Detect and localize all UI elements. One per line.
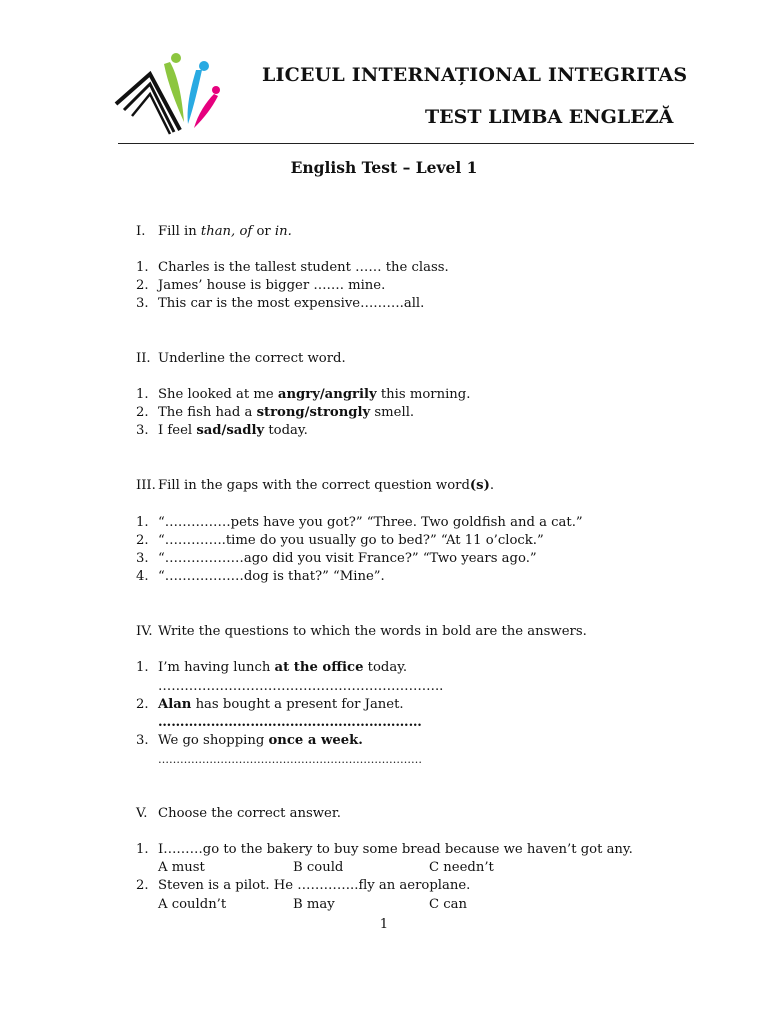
question-text: Alan has bought a present for Janet. bbox=[158, 697, 404, 712]
question-text: We go shopping once a week. bbox=[158, 733, 363, 748]
section-number: III. bbox=[136, 478, 156, 493]
option-c[interactable]: C needn’t bbox=[429, 860, 494, 875]
page-title: English Test – Level 1 bbox=[290, 158, 478, 177]
item-number: 3. bbox=[136, 551, 149, 566]
question-text: She looked at me angry/angrily this morning. bbox=[158, 387, 471, 402]
section-heading: Underline the correct word. bbox=[158, 351, 346, 366]
test-name: TEST LIMBA ENGLEZĂ bbox=[425, 106, 674, 128]
item-number: 3. bbox=[136, 296, 149, 311]
school-name: LICEUL INTERNAȚIONAL INTEGRITAS bbox=[262, 64, 688, 86]
question-text: “………………ago did you visit France?” “Two years ago.” bbox=[158, 551, 537, 566]
question-text: I………go to the bakery to buy some bread because we haven’t got any. bbox=[158, 842, 633, 857]
header-divider bbox=[118, 143, 694, 144]
item-number: 2. bbox=[136, 878, 149, 893]
item-number: 1. bbox=[136, 387, 149, 402]
section-heading: Fill in the gaps with the correct question word(s). bbox=[158, 478, 495, 493]
question-text: Steven is a pilot. He …………..fly an aeroplane. bbox=[158, 878, 471, 893]
question-text: I’m having lunch at the office today. bbox=[158, 660, 408, 675]
section-number: V. bbox=[136, 806, 148, 821]
item-number: 2. bbox=[136, 533, 149, 548]
question-text: Charles is the tallest student …… the class. bbox=[158, 260, 449, 275]
section-heading: Write the questions to which the words in bold are the answers. bbox=[158, 624, 587, 639]
section-number: I. bbox=[136, 224, 146, 239]
page-number: 1 bbox=[379, 917, 389, 932]
item-number: 1. bbox=[136, 260, 149, 275]
item-number: 3. bbox=[136, 423, 149, 438]
item-number: 1. bbox=[136, 660, 149, 675]
item-number: 1. bbox=[136, 515, 149, 530]
answer-line[interactable]: ……………………………………………………….. bbox=[158, 679, 444, 694]
item-number: 2. bbox=[136, 278, 149, 293]
question-text: I feel sad/sadly today. bbox=[158, 423, 308, 438]
answer-line[interactable]: ……………………………………………………………… bbox=[158, 753, 422, 766]
section-number: II. bbox=[136, 351, 151, 366]
item-number: 3. bbox=[136, 733, 149, 748]
option-a[interactable]: A couldn’t bbox=[158, 897, 227, 912]
option-b[interactable]: B could bbox=[293, 860, 344, 875]
item-number: 2. bbox=[136, 697, 149, 712]
book-people-logo-icon bbox=[112, 52, 224, 146]
option-c[interactable]: C can bbox=[429, 897, 468, 912]
question-text: James’ house is bigger ……. mine. bbox=[158, 278, 386, 293]
item-number: 4. bbox=[136, 569, 149, 584]
section-heading: Fill in than, of or in. bbox=[158, 224, 292, 239]
answer-line[interactable]: …………………………………………………… bbox=[158, 715, 422, 730]
option-a[interactable]: A must bbox=[158, 860, 205, 875]
question-text: “………………dog is that?” “Mine”. bbox=[158, 569, 385, 584]
question-text: The fish had a strong/strongly smell. bbox=[158, 405, 415, 420]
school-logo bbox=[112, 52, 224, 146]
item-number: 2. bbox=[136, 405, 149, 420]
item-number: 1. bbox=[136, 842, 149, 857]
section-number: IV. bbox=[136, 624, 153, 639]
section-heading: Choose the correct answer. bbox=[158, 806, 341, 821]
question-text: “…………..time do you usually go to bed?” “At 11 o’clock.” bbox=[158, 533, 544, 548]
question-text: “……………pets have you got?” “Three. Two goldfish and a cat.” bbox=[158, 515, 583, 530]
question-text: This car is the most expensive……….all. bbox=[158, 296, 425, 311]
option-b[interactable]: B may bbox=[293, 897, 335, 912]
